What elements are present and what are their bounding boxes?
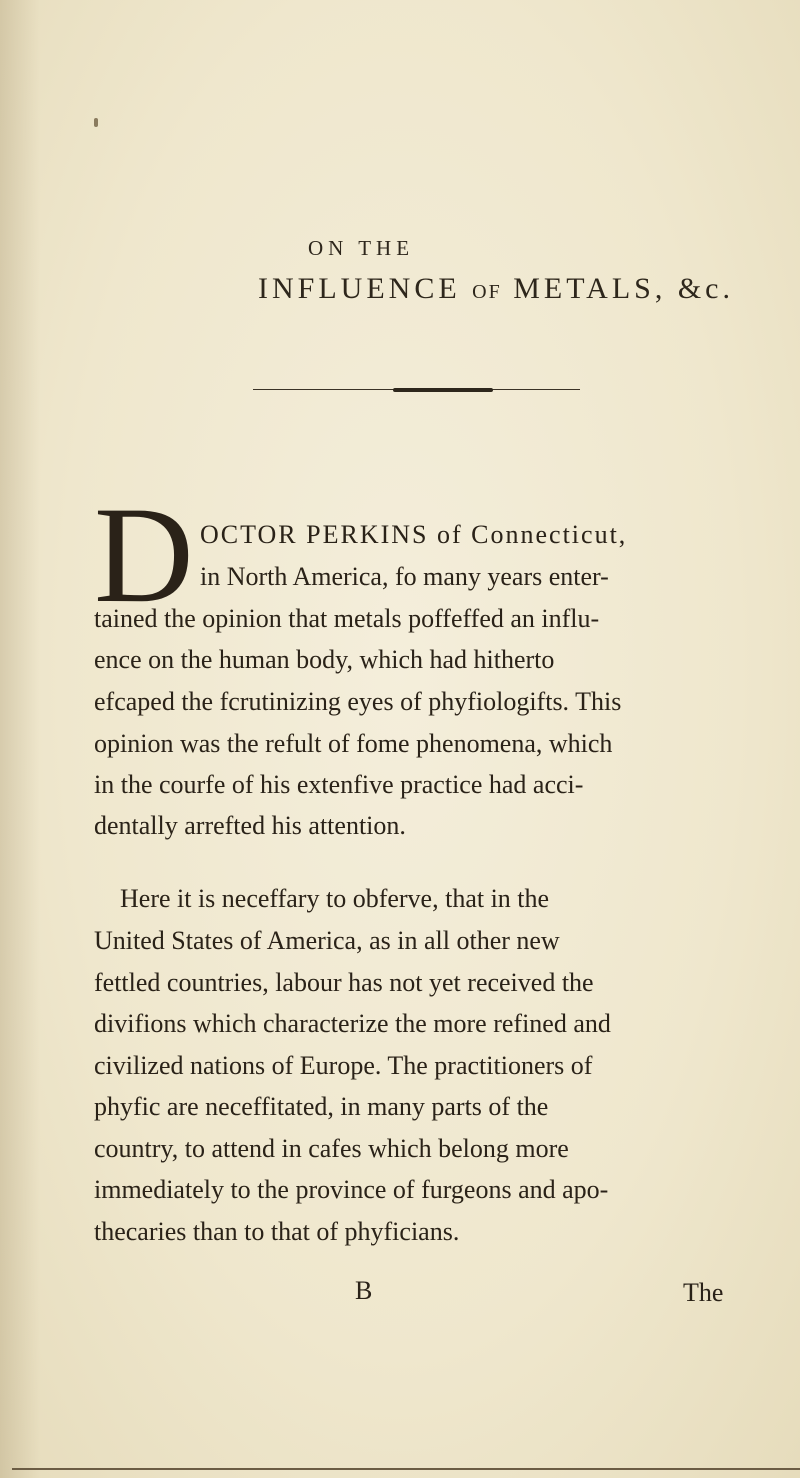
- text-line: thecaries than to that of phyficians.: [94, 1217, 460, 1246]
- ink-speck: [94, 118, 98, 127]
- page-title: [258, 272, 734, 306]
- text-line: United States of America, as in all other new: [94, 926, 560, 955]
- text-line: efcaped the fcrutinizing eyes of phyfiologifts. This: [94, 687, 622, 716]
- text-line: phyfic are neceffitated, in many parts of the: [94, 1092, 549, 1121]
- text-line: tained the opinion that metals poffeffed an influ-: [94, 604, 600, 633]
- text-line: Here it is neceffary to obferve, that in the: [120, 884, 550, 913]
- text-line: country, to attend in cafes which belong more: [94, 1134, 569, 1163]
- text-line: civilized nations of Europe. The practitioners of: [94, 1051, 593, 1080]
- heading-on-the: ON THE: [308, 236, 415, 260]
- text-line: opinion was the refult of fome phenomena, which: [94, 729, 613, 758]
- text-line: ence on the human body, which had hitherto: [94, 645, 555, 674]
- title-influence: INFLUENCE: [258, 272, 461, 305]
- text-line: in North America, fo many years enter-: [200, 562, 609, 591]
- text-line: in the courfe of his extenfive practice had acci-: [94, 770, 584, 799]
- rule-swell: [393, 388, 493, 392]
- text-line: divifions which characterize the more refined and: [94, 1009, 611, 1038]
- text-line: immediately to the province of furgeons and apo-: [94, 1175, 609, 1204]
- bottom-edge-line: [12, 1468, 800, 1470]
- signature-mark: B: [355, 1276, 373, 1305]
- drop-cap: D: [94, 478, 194, 631]
- ornamental-rule: [253, 388, 580, 392]
- text-line: fettled countries, labour has not yet received the: [94, 968, 594, 997]
- page-edge-shadow: [0, 0, 40, 1478]
- text-line: dentally arrefted his attention.: [94, 811, 406, 840]
- catchword: The: [683, 1278, 724, 1307]
- text-line: OCTOR PERKINS of Connecticut,: [200, 520, 628, 549]
- title-of: OF: [472, 281, 502, 303]
- title-metals: METALS, &c.: [513, 272, 734, 305]
